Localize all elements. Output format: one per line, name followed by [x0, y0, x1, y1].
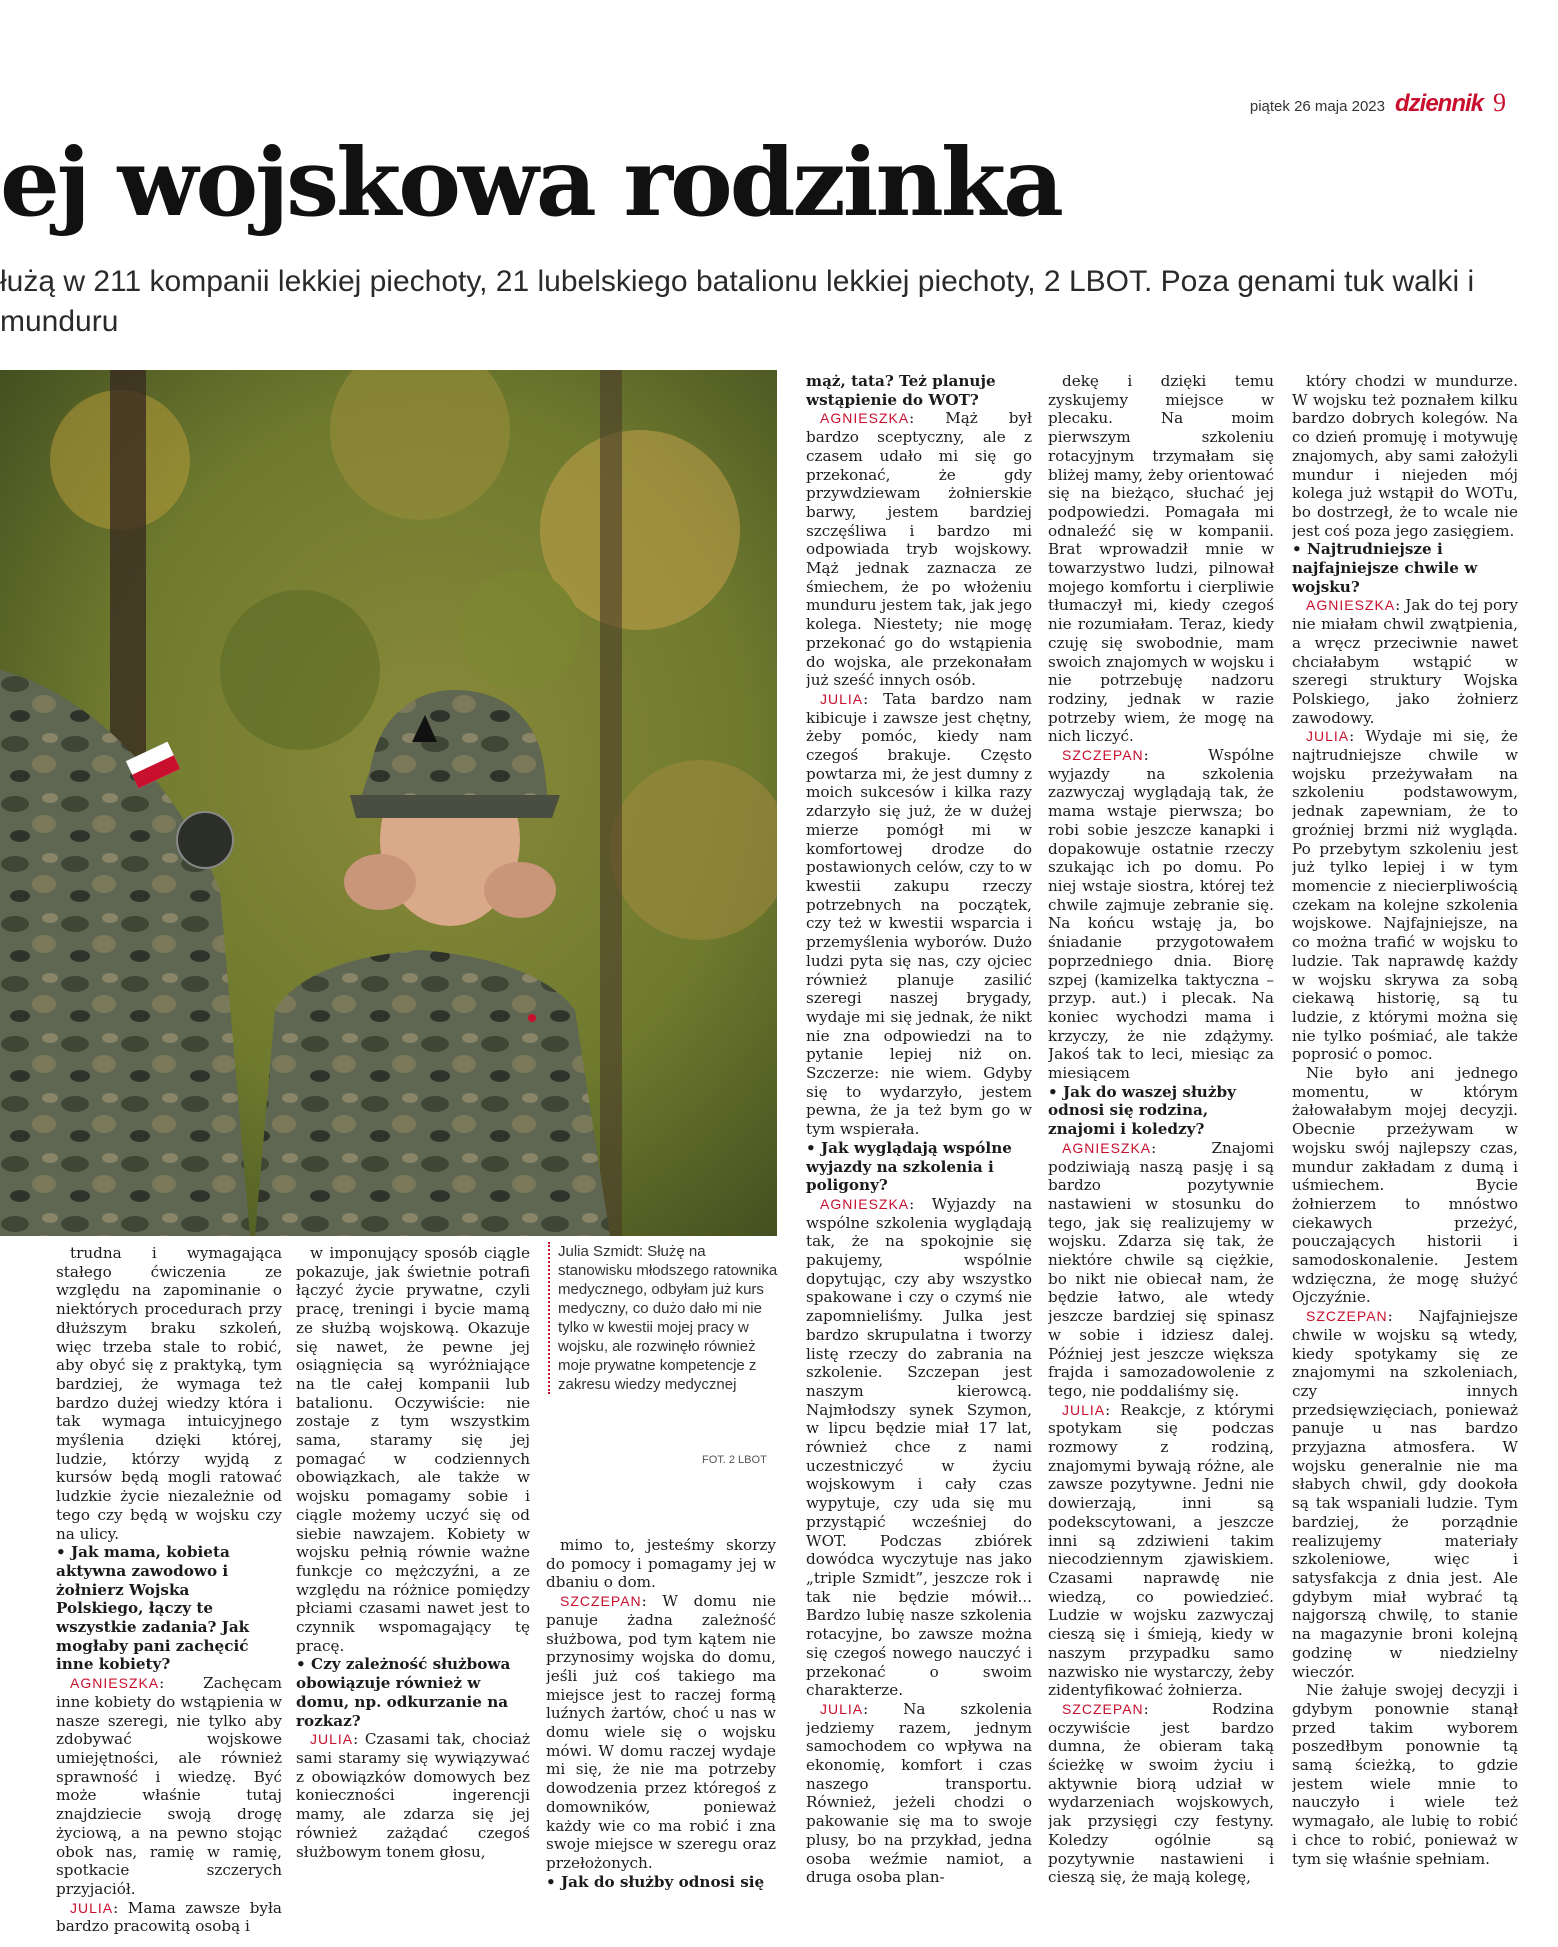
speaker-name: JULIA: [310, 1731, 354, 1748]
newspaper-logo: dziennik: [1394, 90, 1483, 117]
paragraph-text: Najfajniejsze chwile w wojsku są wtedy, kiedy spotykamy się ze znajomymi na szkoleniach, czy innych przedsięwzięciach, ponieważ panuje u nas bardzo przyjazna atmosfera. W wojsku generalnie nie ma słabych chwil, gdy dookoła są tak wspaniali ludzie. Tym bardziej, że porządnie realizujemy materiały szkoleniowe, więc i satysfakcja z dnia jest. Ale gdybym miał wybrać tą najgorszą chwilę, to stanie na magazynie broni kolejną godzinę w niedzielny wieczór.: [1292, 1307, 1518, 1681]
speaker-name: AGNIESZKA: [1062, 1139, 1152, 1156]
article-paragraph: SZCZEPAN: Rodzina oczywiście jest bardzo dumna, że obieram taką ścieżkę w swoim życiu i aktywnie biorą udział w wydarzeniach wojskowych, jak przysięgi czy festyny. Koledzy ogólnie są pozytywnie nastawieni i cieszą się, że mają kolegę,: [1048, 1699, 1274, 1887]
speaker-name: SZCZEPAN: [1062, 747, 1144, 764]
article-paragraph: JULIA: Reakcje, z którymi spotykam się podczas rozmowy z rodziną, znajomymi bywają różne, ale zawsze pozytywne. Jedni nie dowierzają, inni są podekscytowani, a jeszcze inni są zdziwieni takim niecodziennym zjawiskiem. Czasami naprawdę nie wiedzą, co powiedzieć. Ludzie w wojsku zazwyczaj cieszą się i śmieją, kiedy w naszym przypadku samo nazwisko nie wystarczy, żeby zidentyfikować żołnierza.: [1048, 1400, 1274, 1700]
speaker-name: JULIA: [1306, 728, 1350, 745]
article-paragraph: AGNIESZKA: Znajomi podziwiają naszą pasję i są bardzo pozytywnie nastawieni w stosunku do tego, jak się realizujemy w wojsku. Zdarza się tak, że niektóre chwile są ciężkie, bo nikt nie obiecał nam, że będzie łatwo, ale wtedy jeszcze bardziej się spinasz w sobie i idziesz dalej. Później jest jeszcze większa frajda i samozadowolenie z tego, nie poddaliśmy się.: [1048, 1138, 1274, 1400]
headline: ej wojskowa rodzinka: [0, 128, 1061, 238]
article-column-3: [546, 1536, 776, 1934]
interview-question: [1292, 540, 1518, 596]
article-column-6: [1292, 372, 1518, 1934]
speaker-name: AGNIESZKA: [1306, 597, 1396, 614]
interview-question: [296, 1655, 530, 1730]
paragraph-text: Nie było ani jednego momentu, w którym żałowałabym mojej decyzji. Obecnie przeżywam w wojsku swój najlepszy czas, mundur zakładam z dumą i uśmiechem. Bycie żołnierzem to mnóstwo ciekawych przeżyć, pouczających historii i samodoskonalenie. Jestem wdzięczna, że mogę służyć Ojczyźnie.: [1292, 1064, 1518, 1307]
lede: łużą w 211 kompanii lekkiej piechoty, 21 lubelskiego batalionu lekkiej piechoty, 2 LBOT. Poza genami tuk walki i munduru: [0, 265, 1475, 338]
speaker-name: AGNIESZKA: [820, 410, 910, 427]
soldier-photo-illustration: [0, 370, 777, 1236]
article-paragraph: [296, 1244, 530, 1655]
article-column-2: [296, 1244, 530, 1934]
paragraph-text: dekę i dzięki temu zyskujemy miejsce w plecaku. Na moim pierwszym szkoleniu rotacyjnym trzymałam się bliżej mamy, żeby orientować się na bieżąco, słuchać jej podpowiedzi. Pomagała mi odnaleźć się w kompanii. Brat wprowadził mnie w towarzystwo ludzi, pilnował mojego komfortu i cierpliwie tłumaczył mi, kiedy czegoś nie rozumiałam. Teraz, kiedy czuję się swobodnie, mam swoich znajomych w wojsku i nie potrzebuję nadzoru rodziny, jednak w razie potrzeby wiem, że mogę na nich liczyć.: [1048, 372, 1274, 746]
article-column-5: [1048, 372, 1274, 1934]
paragraph-text: Wspólne wyjazdy na szkolenia zazwyczaj wyglądają tak, że mama wstaje pierwsza; bo robi sobie jeszcze kanapki i dopakowuje ostatnie rzeczy szukając ich po domu. Po niej wstaje siostra, której też chwile zajmuje zebranie się. Na końcu wstaję ja, bo śniadanie przygotowałem poprzedniego dnia. Biorę szpej (kamizelka taktyczna – przyp. aut.) i plecak. Na koniec wychodzi mama i krzyczy, że nie zdążymy. Jakoś tak to leci, miesiąc za miesiącem: [1048, 746, 1274, 1083]
article-paragraph: [1292, 372, 1518, 540]
page-number: 9: [1493, 88, 1506, 117]
speaker-name: SZCZEPAN: [1062, 1700, 1144, 1717]
paragraph-text: w imponujący sposób ciągle pokazuje, jak świetnie potrafi łączyć życie prywatne, czyli pracę, treningi i bycie mamą ze służbą wojskową. Okazuje się nawet, że pewne jej osiągnięcia są wyróżniające na tle całej kompanii lub batalionu. Oczywiście: nie zostaje z tym wszystkim sama, staramy się jej pomagać w codziennych obowiązkach, ale także w wojsku pomagamy sobie i ciągle możemy uczyć się od siebie nawzajem. Kobiety w wojsku pełnią równie ważne funkcje co mężczyźni, a ze względu na różnice pomiędzy płciami czasami nawet jest to czynnik wspomagający tę pracę.: [296, 1244, 530, 1655]
paragraph-text: Jak do służby odnosi się: [561, 1872, 765, 1891]
paragraph-text: Najtrudniejsze i najfajniejsze chwile w wojsku?: [1292, 540, 1478, 596]
paragraph-text: Mąż był bardzo sceptyczny, ale z czasem udało mi się go przekonać, że gdy przywdziewam żołnierskie barwy, jestem bardziej szczęśliwa i bardzo mi odpowiada tryb wojskowy. Mąż jednak zaznacza ze śmiechem, że po włożeniu munduru jestem tak, jak jego kolega. Niestety; nie mogę przekonać go do wstąpienia do wojska, ale przekonałam już sześć innych osób.: [806, 409, 1032, 690]
article-paragraph: SZCZEPAN: Wspólne wyjazdy na szkolenia zazwyczaj wyglądają tak, że mama wstaje pierwsza; bo robi sobie jeszcze kanapki i dopakowuje ostatnie rzeczy szukając ich po domu. Po niej wstaje siostra, której też chwile zajmuje zebranie się. Na końcu wstaję ja, bo śniadanie przygotowałem poprzedniego dnia. Biorę szpej (kamizelka taktyczna – przyp. aut.) i plecak. Na koniec wychodzi mama i krzyczy, że nie zdążymy. Jakoś tak to leci, miesiąc za miesiącem: [1048, 746, 1274, 1083]
article-paragraph: [56, 1244, 282, 1543]
speaker-name: SZCZEPAN: [1306, 1308, 1388, 1325]
article-paragraph: AGNIESZKA: Wyjazdy na wspólne szkolenia wyglądają tak, że na spokojnie się pakujemy, wspólnie dopytując, czy aby wszystko spakowane i czy o czymś nie zapomnieliśmy. Julka jest bardzo skrupulatna i tworzy listę rzeczy do zabrania na szkolenie. Szczepan jest naszym kierowcą. Najmłodszy synek Szymon, w lipcu będzie miał 17 lat, również chce z nami uczestniczyć w życiu wojskowym i cały czas wypytuje, czy uda się mu przystąpić wcześniej do WOT. Podczas zbiórek dowódca wyczytuje nas jako „triple Szmidt”, jeszcze rok i tak nie będzie mówił... Bardzo lubię nasze szkolenia rotacyjne, bo zawsze można się czegoś nowego nauczyć i przekonać o swoim charakterze.: [806, 1194, 1032, 1700]
paragraph-text: Rodzina oczywiście jest bardzo dumna, że obieram taką ścieżkę w swoim życiu i aktywnie biorą udział w wydarzeniach wojskowych, jak przysięgi czy festyny. Koledzy ogólnie są pozytywnie nastawieni i cieszą się, że mają kolegę,: [1048, 1699, 1274, 1887]
photo-credit: FOT. 2 LBOT: [702, 1454, 767, 1466]
paragraph-text: Reakcje, z którymi spotykam się podczas rozmowy z rodziną, znajomymi bywają różne, ale zawsze pozytywne. Jedni nie dowierzają, inni są podekscytowani, a jeszcze inni są zdziwieni takim niecodziennym zjawiskiem. Czasami naprawdę nie wiedzą, co powiedzieć. Ludzie w wojsku zazwyczaj cieszą się i śmieją, kiedy w naszym przypadku samo nazwisko nie wystarczy, żeby zidentyfikować żołnierza.: [1048, 1400, 1274, 1700]
speaker-name: JULIA: [820, 1700, 864, 1717]
paragraph-text: mąż, tata? Też planuje wstąpienie do WOT?: [806, 372, 996, 409]
paragraph-text: Czy zależność służbowa obowiązuje również w domu, np. odkurzanie na rozkaz?: [296, 1655, 511, 1730]
article-paragraph: AGNIESZKA: Jak do tej pory nie miałam chwil zwątpienia, a wręcz przeciwnie nawet chciałabym wstąpić w szeregi struktury Wojska Polskiego, jako żołnierz zawodowy.: [1292, 596, 1518, 727]
paragraph-text: Na szkolenia jedziemy razem, jednym samochodem co wpływa na ekonomię, komfort i czas naszego transportu. Również, jeżeli chodzi o pakowanie się ma to swoje plusy, bo na przykład, jedna osoba weźmie namiot, a druga osoba plan-: [806, 1699, 1032, 1887]
article-paragraph: [1292, 1681, 1518, 1868]
paragraph-text: Jak wyglądają wspólne wyjazdy na szkolenia i poligony?: [806, 1138, 1012, 1195]
article-paragraph: JULIA: Czasami tak, chociaż sami staramy się wywiązywać z obowiązków domowych bez konieczności ingerencji mamy, ale zdarza się jej również zażądać czegoś służbowym tonem głosu,: [296, 1730, 530, 1861]
paragraph-text: Jak do waszej służby odnosi się rodzina, znajomi i koledzy?: [1048, 1082, 1236, 1139]
speaker-name: JULIA: [70, 1899, 114, 1916]
paragraph-text: który chodzi w mundurze. W wojsku też poznałem kilku bardzo dobrych kolegów. Na co dzień promuję i motywuję znajomych, aby sami założyli mundur i niejeden mój kolega już wstąpił do WOTu, bo dostrzegł, że to wcale nie jest coś poza jego zasięgiem.: [1292, 372, 1518, 540]
speaker-name: JULIA: [820, 690, 864, 707]
paragraph-text: Tata bardzo nam kibicuje i zawsze jest chętny, żeby pomóc, kiedy nam czegoś brakuje. Często powtarza mi, że jest dumny z moich sukcesów i kilka razy zdarzyło się już, że w dużej mierze pomógł mi w komfortowej drodze do postawionych celów, czy to w kwestii zakupu rzeczy potrzebnych na początek, czy też w kwestii wsparcia i przemyślenia wyborów. Dużo ludzi pyta się nas, czy ojciec również planuje zasilić szeregi naszej brygady, wydaje mi się jednak, że nikt nie zna odpowiedzi na to pytanie lepiej niż on. Szczerze: nie wiem. Gdyby się to wydarzyło, jestem pewna, że ja też bym go w tym wspierała.: [806, 689, 1032, 1139]
article-paragraph: JULIA: Na szkolenia jedziemy razem, jednym samochodem co wpływa na ekonomię, komfort i czas naszego transportu. Również, jeżeli chodzi o pakowanie się ma to swoje plusy, bo na przykład, jedna osoba weźmie namiot, a druga osoba plan-: [806, 1699, 1032, 1887]
article-column-1: [56, 1244, 282, 1934]
paragraph-text: trudna i wymagająca stałego ćwiczenia ze względu na zapominanie o niektórych procedurach przy dłuższym braku szkoleń, więc trzeba stale to robić, aby obyć się z praktyką, tym bardziej, że wymaga też bardzo dużej wiedzy która i tak wymaga intuicyjnego myślenia dzięki której, ludzie, którzy wyjdą z kursów będą mogli ratować ludzkie życie niezależnie od tego czy będą w wojsku czy na ulicy.: [56, 1244, 282, 1543]
issue-date: piątek 26 maja 2023: [1249, 98, 1385, 115]
interview-question: [806, 1139, 1032, 1195]
paragraph-text: Znajomi podziwiają naszą pasję i są bardzo pozytywnie nastawieni w stosunku do tego, jak się realizujemy w wojsku. Zdarza się tak, że niektóre chwile są ciężkie, bo nikt nie obiecał nam, że będzie łatwo, ale wtedy jeszcze bardziej się spinasz w sobie i idziesz dalej. Później jest jeszcze większa frajda i samozadowolenie z tego, nie poddaliśmy się.: [1048, 1138, 1274, 1400]
speaker-name: SZCZEPAN: [560, 1593, 642, 1610]
paragraph-text: W domu nie panuje żadna zależność służbowa, pod tym kątem nie przynosimy wojska do domu, jeśli już coś takiego ma miejsce jest to raczej formą luźnych żartów, choć u nas w domu wiele się o wojsku mówi. W domu raczej wydaje mi się, że nie ma potrzeby dowodzenia przez któregoś z domowników, ponieważ każdy wie co ma robić i zna swoje miejsce w szeregu oraz przełożonych.: [546, 1592, 776, 1872]
article-paragraph: JULIA: Tata bardzo nam kibicuje i zawsze jest chętny, żeby pomóc, kiedy nam czegoś brakuje. Często powtarza mi, że jest dumny z moich sukcesów i kilka razy zdarzyło się już, że w dużej mierze pomógł mi w komfortowej drodze do postawionych celów, czy to w kwestii zakupu rzeczy potrzebnych na początek, czy też w kwestii wsparcia i przemyślenia wyborów. Dużo ludzi pyta się nas, czy ojciec również planuje zasilić szeregi naszej brygady, wydaje mi się jednak, że nikt nie zna odpowiedzi na to pytanie lepiej niż on. Szczerze: nie wiem. Gdyby się to wydarzyło, jestem pewna, że ja też bym go w tym wspierała.: [806, 689, 1032, 1139]
interview-question: [546, 1873, 776, 1892]
article-paragraph: JULIA: Mama zawsze była bardzo pracowitą osobą i: [56, 1898, 282, 1934]
paragraph-text: Wyjazdy na wspólne szkolenia wyglądają tak, że na spokojnie się pakujemy, wspólnie dopytując, czy aby wszystko spakowane i czy o czymś nie zapomnieliśmy. Julka jest bardzo skrupulatna i tworzy listę rzeczy do zabrania na szkolenie. Szczepan jest naszym kierowcą. Najmłodszy synek Szymon, w lipcu będzie miał 17 lat, również chce z nami uczestniczyć w życiu wojskowym i cały czas wypytuje, czy uda się mu przystąpić wcześniej do WOT. Podczas zbiórek dowódca wyczytuje nas jako „triple Szmidt”, jeszcze rok i tak nie będzie mówił... Bardzo lubię nasze szkolenia rotacyjne, bo zawsze można się czegoś nowego nauczyć i przekonać o swoim charakterze.: [806, 1194, 1032, 1700]
photo-caption: Julia Szmidt: Służę na stanowisku młodszego ratownika medycznego, odbyłam już kurs medyczny, co dużo dało mi nie tylko w kwestii mojej pracy w wojsku, ale rozwinęło również moje prywatne kompetencje z zakresu wiedzy medycznej: [548, 1242, 780, 1394]
article-paragraph: SZCZEPAN: Najfajniejsze chwile w wojsku są wtedy, kiedy spotykamy się ze znajomymi na szkoleniach, czy innych przedsięwzięciach, ponieważ panuje u nas bardzo przyjazna atmosfera. W wojsku generalnie nie ma słabych chwil, gdy dookoła są tak wspaniali ludzie. Tym bardziej, że porządnie realizujemy materiały szkoleniowe, więc i satysfakcja z dnia jest. Ale gdybym miał wybrać tą najgorszą chwilę, to stanie na magazynie broni kolejną godzinę w niedzielny wieczór.: [1292, 1307, 1518, 1681]
article-paragraph: [1048, 372, 1274, 746]
article-paragraph: AGNIESZKA: Mąż był bardzo sceptyczny, ale z czasem udało mi się go przekonać, że gdy przywdziewam żołnierskie barwy, jestem bardziej szczęśliwa i bardzo mi odpowiada tryb wojskowy. Mąż jednak zaznacza ze śmiechem, że po włożeniu munduru jestem tak, jak jego kolega. Niestety; nie mogę przekonać go do wstąpienia do wojska, ale przekonałam już sześć innych osób.: [806, 409, 1032, 690]
paragraph-text: Jak do tej pory nie miałam chwil zwątpienia, a wręcz przeciwnie nawet chciałabym wstąpić w szeregi struktury Wojska Polskiego, jako żołnierz zawodowy.: [1292, 596, 1518, 727]
speaker-name: AGNIESZKA: [820, 1195, 910, 1212]
article-photo: [0, 370, 777, 1236]
paragraph-text: Mama zawsze była bardzo pracowitą osobą i: [56, 1898, 282, 1934]
article-paragraph: [546, 1536, 776, 1592]
interview-question: [1048, 1083, 1274, 1139]
paragraph-text: mimo to, jesteśmy skorzy do pomocy i pomagamy jej w dbaniu o dom.: [546, 1536, 776, 1592]
article-paragraph: JULIA: Wydaje mi się, że najtrudniejsze chwile w wojsku przeżywałam na szkoleniu podstawowym, jednak zapewniam, że to groźniej brzmi niż wygląda. Po przebytym szkoleniu jest już tylko lepiej i w tym momencie z niecierpliwością czekam na kolejne szkolenia wojskowe. Najfajniejsze, na co można trafić w wojsku to ludzie. Tak naprawdę każdy w wojsku skrywa za sobą ciekawą historię, są tu ludzie, z którymi można się nie tylko pośmiać, ale także poprosić o pomoc.: [1292, 727, 1518, 1064]
paragraph-text: Czasami tak, chociaż sami staramy się wywiązywać z obowiązków domowych bez konieczności ingerencji mamy, ale zdarza się jej również zażądać czegoś służbowym tonem głosu,: [296, 1730, 530, 1861]
paragraph-text: Nie żałuje swojej decyzji i gdybym ponownie stanął przed takim wyborem poszedłbym ponownie tą samą ścieżką, to gdzie jestem wiele mnie to nauczyło i wiele też wymagało, ale lubię to robić i chce to robić, ponieważ w tym się właśnie spełniam.: [1292, 1681, 1518, 1868]
article-paragraph: SZCZEPAN: W domu nie panuje żadna zależność służbowa, pod tym kątem nie przynosimy wojska do domu, jeśli już coś takiego ma miejsce jest to raczej formą luźnych żartów, choć u nas w domu wiele się o wojsku mówi. W domu raczej wydaje mi się, że nie ma potrzeby dowodzenia przez któregoś z domowników, ponieważ każdy wie co ma robić i zna swoje miejsce w szeregu oraz przełożonych.: [546, 1592, 776, 1872]
paragraph-text: Jak mama, kobieta aktywna zawodowo i żołnierz Wojska Polskiego, łączy te wszystkie zadania? Jak mogłaby pani zachęcić inne kobiety?: [56, 1543, 250, 1674]
paragraph-text: Wydaje mi się, że najtrudniejsze chwile w wojsku przeżywałam na szkoleniu podstawowym, jednak zapewniam, że to groźniej brzmi niż wygląda. Po przebytym szkoleniu jest już tylko lepiej i w tym momencie z niecierpliwością czekam na kolejne szkolenia wojskowe. Najfajniejsze, na co można trafić w wojsku to ludzie. Tak naprawdę każdy w wojsku skrywa za sobą ciekawą historię, są tu ludzie, z którymi można się nie tylko pośmiać, ale także poprosić o pomoc.: [1292, 727, 1518, 1064]
speaker-name: AGNIESZKA: [70, 1675, 160, 1692]
paragraph-text: Zachęcam inne kobiety do wstąpienia w nasze szeregi, nie tylko aby zdobywać wojskowe umiejętności, ale również sprawność i wiedzę. Być może właśnie tutaj znajdziecie swoją drogę życiową, a na pewno stojąc obok nas, ramię w ramię, spotkacie szczerych przyjaciół.: [56, 1674, 282, 1898]
article-paragraph: AGNIESZKA: Zachęcam inne kobiety do wstąpienia w nasze szeregi, nie tylko aby zdobywać wojskowe umiejętności, ale również sprawność i wiedzę. Być może właśnie tutaj znajdziecie swoją drogę życiową, a na pewno stojąc obok nas, ramię w ramię, spotkacie szczerych przyjaciół.: [56, 1674, 282, 1898]
interview-question: [56, 1543, 282, 1674]
article-column-4: [806, 372, 1032, 1934]
article-paragraph: [1292, 1064, 1518, 1307]
speaker-name: JULIA: [1062, 1401, 1106, 1418]
interview-question: [806, 372, 1032, 409]
masthead: [1249, 88, 1506, 117]
